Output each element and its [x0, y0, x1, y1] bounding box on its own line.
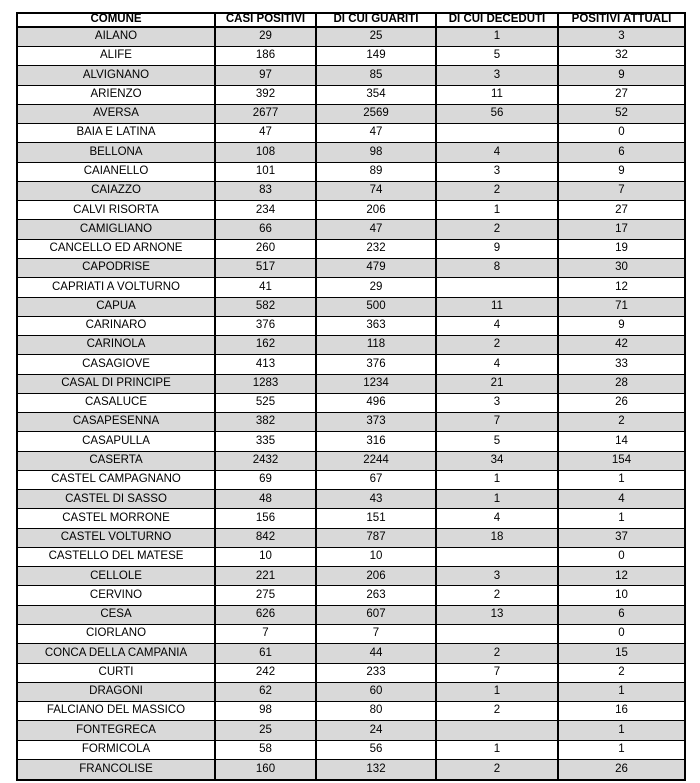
- cell-positivi-attuali: 26: [558, 393, 685, 412]
- cell-di-cui-guariti: 479: [316, 258, 436, 277]
- cell-casi-positivi: 101: [215, 162, 316, 181]
- cell-di-cui-deceduti: 2: [436, 586, 558, 605]
- cell-comune: CIORLANO: [17, 625, 215, 644]
- cell-di-cui-deceduti: 2: [436, 181, 558, 200]
- cell-casi-positivi: 58: [215, 740, 316, 759]
- cell-comune: DRAGONI: [17, 682, 215, 701]
- cell-di-cui-deceduti: 21: [436, 374, 558, 393]
- cell-comune: FRANCOLISE: [17, 759, 215, 780]
- table-row: [17, 451, 685, 470]
- cell-di-cui-guariti: 98: [316, 143, 436, 162]
- cell-di-cui-guariti: 496: [316, 393, 436, 412]
- cell-positivi-attuali: 9: [558, 66, 685, 85]
- column-header-comune: COMUNE: [17, 13, 215, 27]
- cell-di-cui-deceduti: 56: [436, 104, 558, 123]
- cell-comune: FONTEGRECA: [17, 721, 215, 740]
- table-row: [17, 644, 685, 663]
- cell-comune: CASAPULLA: [17, 432, 215, 451]
- column-header-di-cui-deceduti: DI CUI DECEDUTI: [436, 13, 558, 27]
- cell-di-cui-guariti: 132: [316, 759, 436, 780]
- cell-comune: CASTELLO DEL MATESE: [17, 547, 215, 566]
- cell-comune: CERVINO: [17, 586, 215, 605]
- cell-comune: BELLONA: [17, 143, 215, 162]
- cell-di-cui-guariti: 206: [316, 201, 436, 220]
- cell-di-cui-deceduti: 4: [436, 509, 558, 528]
- cell-positivi-attuali: 12: [558, 567, 685, 586]
- cell-di-cui-deceduti: 7: [436, 413, 558, 432]
- cell-positivi-attuali: 33: [558, 355, 685, 374]
- cell-di-cui-guariti: 74: [316, 181, 436, 200]
- cell-positivi-attuali: 9: [558, 162, 685, 181]
- cell-di-cui-guariti: 24: [316, 721, 436, 740]
- cell-di-cui-guariti: 232: [316, 239, 436, 258]
- cell-positivi-attuali: 1: [558, 682, 685, 701]
- cell-di-cui-deceduti: 2: [436, 336, 558, 355]
- cell-comune: CAMIGLIANO: [17, 220, 215, 239]
- table-row: [17, 740, 685, 759]
- cell-comune: CAPODRISE: [17, 258, 215, 277]
- cell-di-cui-guariti: 10: [316, 547, 436, 566]
- column-header-di-cui-guariti: DI CUI GUARITI: [316, 13, 436, 27]
- cell-di-cui-deceduti: 11: [436, 297, 558, 316]
- cell-comune: CELLOLE: [17, 567, 215, 586]
- table-row: [17, 47, 685, 66]
- cell-di-cui-guariti: 151: [316, 509, 436, 528]
- cell-casi-positivi: 162: [215, 336, 316, 355]
- cell-positivi-attuali: 9: [558, 316, 685, 335]
- cell-comune: CAPRIATI A VOLTURNO: [17, 278, 215, 297]
- table-row: [17, 605, 685, 624]
- cell-positivi-attuali: 0: [558, 625, 685, 644]
- cell-comune: CASALUCE: [17, 393, 215, 412]
- cell-comune: CARINOLA: [17, 336, 215, 355]
- cell-comune: CASAL DI PRINCIPE: [17, 374, 215, 393]
- table-row: [17, 278, 685, 297]
- cell-di-cui-deceduti: 1: [436, 27, 558, 47]
- cell-comune: CALVI RISORTA: [17, 201, 215, 220]
- cell-di-cui-deceduti: 1: [436, 201, 558, 220]
- cell-di-cui-guariti: 376: [316, 355, 436, 374]
- table-row: [17, 374, 685, 393]
- cell-di-cui-deceduti: 18: [436, 528, 558, 547]
- cell-di-cui-deceduti: 1: [436, 490, 558, 509]
- cell-casi-positivi: 186: [215, 47, 316, 66]
- table-row: [17, 316, 685, 335]
- cell-di-cui-deceduti: 11: [436, 85, 558, 104]
- cell-positivi-attuali: 32: [558, 47, 685, 66]
- cell-comune: CASAPESENNA: [17, 413, 215, 432]
- cell-di-cui-guariti: 363: [316, 316, 436, 335]
- cell-di-cui-guariti: 2244: [316, 451, 436, 470]
- cell-positivi-attuali: 3: [558, 27, 685, 47]
- cell-di-cui-deceduti: [436, 625, 558, 644]
- header-row: [17, 13, 685, 27]
- cell-di-cui-deceduti: [436, 721, 558, 740]
- cell-comune: AVERSA: [17, 104, 215, 123]
- cell-di-cui-guariti: 118: [316, 336, 436, 355]
- covid-comuni-table: [16, 12, 686, 781]
- cell-comune: CONCA DELLA CAMPANIA: [17, 644, 215, 663]
- cell-positivi-attuali: 0: [558, 124, 685, 143]
- cell-di-cui-deceduti: 8: [436, 258, 558, 277]
- cell-di-cui-guariti: 80: [316, 702, 436, 721]
- cell-di-cui-guariti: 60: [316, 682, 436, 701]
- cell-positivi-attuali: 30: [558, 258, 685, 277]
- cell-casi-positivi: 2432: [215, 451, 316, 470]
- table-row: [17, 220, 685, 239]
- cell-casi-positivi: 382: [215, 413, 316, 432]
- cell-casi-positivi: 842: [215, 528, 316, 547]
- cell-comune: CAPUA: [17, 297, 215, 316]
- cell-di-cui-guariti: 43: [316, 490, 436, 509]
- cell-comune: ARIENZO: [17, 85, 215, 104]
- cell-di-cui-guariti: 233: [316, 663, 436, 682]
- cell-casi-positivi: 1283: [215, 374, 316, 393]
- cell-comune: CANCELLO ED ARNONE: [17, 239, 215, 258]
- cell-di-cui-deceduti: 5: [436, 432, 558, 451]
- cell-di-cui-guariti: 44: [316, 644, 436, 663]
- cell-positivi-attuali: 1: [558, 509, 685, 528]
- cell-comune: CASTEL MORRONE: [17, 509, 215, 528]
- cell-casi-positivi: 221: [215, 567, 316, 586]
- cell-casi-positivi: 10: [215, 547, 316, 566]
- cell-casi-positivi: 98: [215, 702, 316, 721]
- cell-di-cui-deceduti: 3: [436, 162, 558, 181]
- cell-comune: CAIANELLO: [17, 162, 215, 181]
- cell-comune: CURTI: [17, 663, 215, 682]
- table-row: [17, 258, 685, 277]
- cell-casi-positivi: 62: [215, 682, 316, 701]
- cell-casi-positivi: 29: [215, 27, 316, 47]
- cell-positivi-attuali: 15: [558, 644, 685, 663]
- table-row: [17, 336, 685, 355]
- cell-casi-positivi: 626: [215, 605, 316, 624]
- cell-di-cui-guariti: 500: [316, 297, 436, 316]
- cell-positivi-attuali: 27: [558, 201, 685, 220]
- table-row: [17, 27, 685, 47]
- table-row: [17, 682, 685, 701]
- cell-casi-positivi: 260: [215, 239, 316, 258]
- cell-di-cui-deceduti: 5: [436, 47, 558, 66]
- cell-di-cui-guariti: 47: [316, 220, 436, 239]
- cell-casi-positivi: 83: [215, 181, 316, 200]
- cell-comune: CASTEL DI SASSO: [17, 490, 215, 509]
- cell-positivi-attuali: 14: [558, 432, 685, 451]
- table-row: [17, 297, 685, 316]
- cell-positivi-attuali: 4: [558, 490, 685, 509]
- cell-di-cui-deceduti: 2: [436, 759, 558, 780]
- cell-positivi-attuali: 19: [558, 239, 685, 258]
- cell-positivi-attuali: 42: [558, 336, 685, 355]
- cell-casi-positivi: 66: [215, 220, 316, 239]
- table-row: [17, 470, 685, 489]
- cell-comune: ALVIGNANO: [17, 66, 215, 85]
- table-row: [17, 124, 685, 143]
- cell-comune: FALCIANO DEL MASSICO: [17, 702, 215, 721]
- cell-casi-positivi: 25: [215, 721, 316, 740]
- cell-comune: AILANO: [17, 27, 215, 47]
- cell-comune: BAIA E LATINA: [17, 124, 215, 143]
- cell-positivi-attuali: 1: [558, 721, 685, 740]
- cell-positivi-attuali: 10: [558, 586, 685, 605]
- cell-di-cui-guariti: 149: [316, 47, 436, 66]
- cell-di-cui-guariti: 316: [316, 432, 436, 451]
- cell-positivi-attuali: 6: [558, 143, 685, 162]
- table-row: [17, 702, 685, 721]
- cell-di-cui-guariti: 25: [316, 27, 436, 47]
- cell-casi-positivi: 7: [215, 625, 316, 644]
- cell-casi-positivi: 275: [215, 586, 316, 605]
- table-row: [17, 413, 685, 432]
- cell-positivi-attuali: 154: [558, 451, 685, 470]
- table-row: [17, 162, 685, 181]
- table-row: [17, 567, 685, 586]
- cell-positivi-attuali: 1: [558, 470, 685, 489]
- cell-positivi-attuali: 26: [558, 759, 685, 780]
- table-row: [17, 355, 685, 374]
- cell-di-cui-deceduti: 2: [436, 644, 558, 663]
- cell-di-cui-guariti: 89: [316, 162, 436, 181]
- cell-casi-positivi: 69: [215, 470, 316, 489]
- cell-di-cui-deceduti: 4: [436, 143, 558, 162]
- cell-positivi-attuali: 71: [558, 297, 685, 316]
- cell-positivi-attuali: 7: [558, 181, 685, 200]
- table-row: [17, 663, 685, 682]
- cell-casi-positivi: 156: [215, 509, 316, 528]
- cell-casi-positivi: 582: [215, 297, 316, 316]
- table-row: [17, 759, 685, 780]
- cell-di-cui-deceduti: [436, 124, 558, 143]
- table-row: [17, 586, 685, 605]
- cell-di-cui-deceduti: 3: [436, 393, 558, 412]
- cell-casi-positivi: 61: [215, 644, 316, 663]
- table-row: [17, 104, 685, 123]
- cell-comune: CASTEL CAMPAGNANO: [17, 470, 215, 489]
- cell-di-cui-deceduti: 4: [436, 316, 558, 335]
- cell-di-cui-deceduti: 1: [436, 740, 558, 759]
- cell-di-cui-deceduti: 3: [436, 567, 558, 586]
- cell-positivi-attuali: 52: [558, 104, 685, 123]
- cell-di-cui-deceduti: 9: [436, 239, 558, 258]
- cell-di-cui-guariti: 787: [316, 528, 436, 547]
- cell-positivi-attuali: 37: [558, 528, 685, 547]
- cell-di-cui-guariti: 263: [316, 586, 436, 605]
- table-row: [17, 181, 685, 200]
- column-header-casi-positivi: CASI POSITIVI: [215, 13, 316, 27]
- cell-casi-positivi: 392: [215, 85, 316, 104]
- cell-positivi-attuali: 0: [558, 547, 685, 566]
- cell-casi-positivi: 376: [215, 316, 316, 335]
- cell-di-cui-deceduti: 1: [436, 682, 558, 701]
- cell-di-cui-guariti: 354: [316, 85, 436, 104]
- table-row: [17, 239, 685, 258]
- table-row: [17, 85, 685, 104]
- cell-di-cui-guariti: 67: [316, 470, 436, 489]
- cell-comune: CASERTA: [17, 451, 215, 470]
- cell-positivi-attuali: 2: [558, 413, 685, 432]
- cell-positivi-attuali: 1: [558, 740, 685, 759]
- cell-positivi-attuali: 17: [558, 220, 685, 239]
- cell-di-cui-guariti: 56: [316, 740, 436, 759]
- cell-positivi-attuali: 28: [558, 374, 685, 393]
- table-row: [17, 201, 685, 220]
- cell-comune: FORMICOLA: [17, 740, 215, 759]
- table-row: [17, 66, 685, 85]
- cell-casi-positivi: 234: [215, 201, 316, 220]
- cell-di-cui-deceduti: 7: [436, 663, 558, 682]
- table-row: [17, 432, 685, 451]
- cell-casi-positivi: 335: [215, 432, 316, 451]
- cell-di-cui-deceduti: 3: [436, 66, 558, 85]
- cell-di-cui-deceduti: 2: [436, 220, 558, 239]
- cell-di-cui-guariti: 47: [316, 124, 436, 143]
- cell-casi-positivi: 41: [215, 278, 316, 297]
- table-row: [17, 625, 685, 644]
- cell-comune: CASAGIOVE: [17, 355, 215, 374]
- cell-di-cui-deceduti: 2: [436, 702, 558, 721]
- cell-positivi-attuali: 2: [558, 663, 685, 682]
- cell-casi-positivi: 525: [215, 393, 316, 412]
- cell-comune: CASTEL VOLTURNO: [17, 528, 215, 547]
- cell-di-cui-guariti: 29: [316, 278, 436, 297]
- table-header: [17, 13, 685, 27]
- cell-positivi-attuali: 6: [558, 605, 685, 624]
- cell-comune: CARINARO: [17, 316, 215, 335]
- cell-casi-positivi: 97: [215, 66, 316, 85]
- cell-di-cui-guariti: 373: [316, 413, 436, 432]
- table-row: [17, 143, 685, 162]
- cell-di-cui-guariti: 2569: [316, 104, 436, 123]
- cell-positivi-attuali: 27: [558, 85, 685, 104]
- cell-comune: CESA: [17, 605, 215, 624]
- table-row: [17, 393, 685, 412]
- cell-positivi-attuali: 16: [558, 702, 685, 721]
- cell-casi-positivi: 517: [215, 258, 316, 277]
- table-row: [17, 721, 685, 740]
- cell-di-cui-guariti: 85: [316, 66, 436, 85]
- cell-di-cui-deceduti: 4: [436, 355, 558, 374]
- cell-di-cui-deceduti: 13: [436, 605, 558, 624]
- cell-comune: ALIFE: [17, 47, 215, 66]
- table-body: [17, 27, 685, 781]
- cell-casi-positivi: 48: [215, 490, 316, 509]
- cell-casi-positivi: 108: [215, 143, 316, 162]
- cell-di-cui-deceduti: [436, 547, 558, 566]
- cell-di-cui-guariti: 1234: [316, 374, 436, 393]
- cell-di-cui-guariti: 206: [316, 567, 436, 586]
- cell-comune: CAIAZZO: [17, 181, 215, 200]
- cell-di-cui-deceduti: 1: [436, 470, 558, 489]
- cell-di-cui-deceduti: 34: [436, 451, 558, 470]
- table-row: [17, 547, 685, 566]
- cell-positivi-attuali: 12: [558, 278, 685, 297]
- cell-casi-positivi: 2677: [215, 104, 316, 123]
- cell-casi-positivi: 413: [215, 355, 316, 374]
- cell-casi-positivi: 47: [215, 124, 316, 143]
- cell-casi-positivi: 242: [215, 663, 316, 682]
- cell-di-cui-guariti: 607: [316, 605, 436, 624]
- table-row: [17, 528, 685, 547]
- table-row: [17, 509, 685, 528]
- cell-casi-positivi: 160: [215, 759, 316, 780]
- cell-di-cui-guariti: 7: [316, 625, 436, 644]
- cell-di-cui-deceduti: [436, 278, 558, 297]
- column-header-positivi-attuali: POSITIVI ATTUALI: [558, 13, 685, 27]
- table-row: [17, 490, 685, 509]
